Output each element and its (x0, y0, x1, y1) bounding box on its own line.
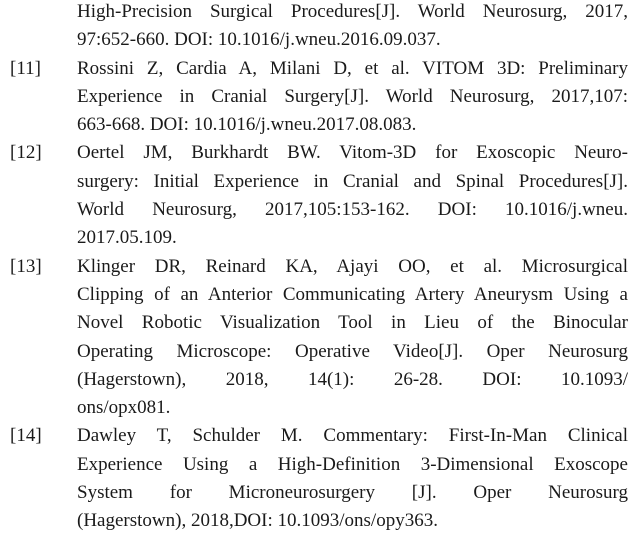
reference-line: Dawley T, Schulder M. Commentary: First-In-Man Clinical (77, 425, 628, 447)
reference-line: 97:652-660. DOI: 10.1016/j.wneu.2016.09.037. (77, 29, 441, 51)
reference-line: World Neurosurg, 2017,105:153-162. DOI: 10.1016/j.wneu. (77, 199, 628, 221)
reference-text (77, 253, 628, 423)
reference-line: 663-668. DOI: 10.1016/j.wneu.2017.08.083. (77, 114, 417, 136)
reference-text (77, 55, 628, 140)
reference-line: surgery: Initial Experience in Cranial and Spinal Procedures[J]. (77, 170, 628, 192)
reference-entry-11 (0, 55, 638, 140)
reference-line: Operating Microscope: Operative Video[J]. Oper Neurosurg (77, 340, 628, 362)
reference-entry-13 (0, 253, 638, 423)
reference-number: [12] (10, 142, 42, 164)
reference-line: Experience in Cranial Surgery[J]. World Neurosurg, 2017,107: (77, 85, 628, 107)
reference-line: Oertel JM, Burkhardt BW. Vitom-3D for Exoscopic Neuro- (77, 142, 628, 164)
reference-line: System for Microneurosurgery [J]. Oper Neurosurg (77, 482, 628, 504)
reference-entry-14 (0, 422, 638, 535)
reference-line: (Hagerstown), 2018, 14(1): 26-28. DOI: 10.1093/ (77, 368, 628, 390)
reference-line: High-Precision Surgical Procedures[J]. World Neurosurg, 2017, (77, 1, 628, 22)
reference-line: Novel Robotic Visualization Tool in Lieu of the Binocular (77, 312, 628, 334)
reference-line: ons/opx081. (77, 397, 171, 419)
reference-number: [13] (10, 255, 42, 277)
reference-line: Clipping of an Anterior Communicating Artery Aneurysm Using a (77, 283, 628, 305)
reference-line: 2017.05.109. (77, 227, 177, 249)
reference-text (77, 139, 628, 252)
reference-entry-10-continued (0, 0, 638, 55)
reference-number: [14] (10, 425, 42, 447)
reference-entry-12 (0, 139, 638, 252)
reference-line: Rossini Z, Cardia A, Milani D, et al. VITOM 3D: Preliminary (77, 57, 628, 79)
reference-line: Experience Using a High-Definition 3-Dimensional Exoscope (77, 453, 628, 475)
reference-line: Klinger DR, Reinard KA, Ajayi OO, et al. Microsurgical (77, 255, 628, 277)
reference-text (77, 0, 628, 55)
reference-number: [11] (10, 57, 41, 79)
reference-text (77, 422, 628, 535)
reference-line: (Hagerstown), 2018,DOI: 10.1093/ons/opy363. (77, 510, 438, 532)
